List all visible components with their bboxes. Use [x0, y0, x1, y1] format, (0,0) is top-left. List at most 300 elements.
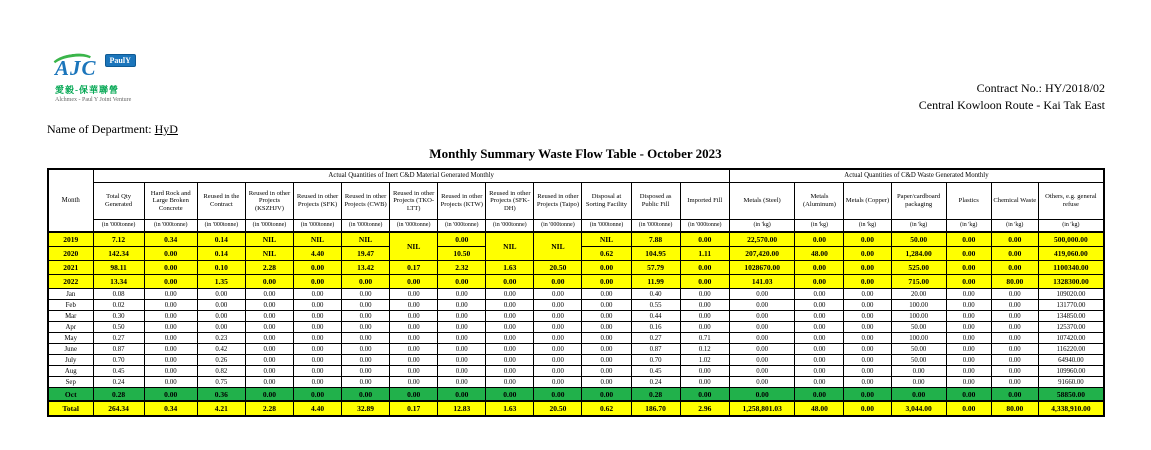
data-cell: 1028670.00 — [729, 261, 794, 275]
row-label: 2022 — [48, 275, 93, 289]
data-cell: 0.00 — [197, 289, 245, 300]
column-unit: (in '000tonne) — [197, 220, 245, 233]
data-cell: 0.00 — [144, 355, 197, 366]
data-cell: 0.71 — [680, 333, 729, 344]
data-cell: 0.00 — [438, 344, 486, 355]
page-title: Monthly Summary Waste Flow Table - October 2023 — [429, 146, 722, 161]
data-cell: 0.00 — [144, 366, 197, 377]
row-label: 2020 — [48, 247, 93, 261]
column-unit: (in '000tonne) — [486, 220, 534, 233]
data-cell: 4.21 — [197, 401, 245, 416]
data-cell: 0.00 — [144, 300, 197, 311]
data-cell: 500,000.00 — [1038, 232, 1104, 247]
data-cell: 0.10 — [197, 261, 245, 275]
column-header: Metals (Steel) — [729, 183, 794, 220]
column-unit: (in 'kg) — [1038, 220, 1104, 233]
data-cell: 50.00 — [891, 232, 946, 247]
group-header-inert: Actual Quantities of Inert C&D Material Generated Monthly — [93, 169, 729, 183]
column-unit: (in '000tonne) — [582, 220, 631, 233]
company-logo — [55, 56, 175, 103]
data-cell: 0.00 — [795, 355, 844, 366]
data-cell: 0.00 — [582, 333, 631, 344]
data-cell: 0.00 — [946, 261, 991, 275]
data-cell: 0.00 — [582, 366, 631, 377]
department-label: Name of Department: — [47, 122, 152, 136]
data-cell: 0.00 — [680, 275, 729, 289]
data-cell: 80.00 — [991, 275, 1038, 289]
data-cell: 0.27 — [631, 333, 680, 344]
data-cell: 0.00 — [486, 388, 534, 402]
data-cell: 0.00 — [342, 377, 390, 388]
data-cell: 2.96 — [680, 401, 729, 416]
data-cell: 2.28 — [245, 401, 293, 416]
data-cell: 0.00 — [486, 322, 534, 333]
data-cell: 0.00 — [680, 232, 729, 247]
data-cell: 0.00 — [144, 344, 197, 355]
data-cell: 0.00 — [245, 300, 293, 311]
data-cell: 0.00 — [729, 344, 794, 355]
column-unit: (in '000tonne) — [245, 220, 293, 233]
data-cell: 10.50 — [438, 247, 486, 261]
data-cell: 2.28 — [245, 261, 293, 275]
data-cell: 0.00 — [946, 247, 991, 261]
data-cell: 0.28 — [93, 388, 144, 402]
column-header: Others, e.g. general refuse — [1038, 183, 1104, 220]
row-label: June — [48, 344, 93, 355]
data-cell: 0.00 — [795, 377, 844, 388]
data-cell: 0.00 — [582, 289, 631, 300]
data-cell: 2.32 — [438, 261, 486, 275]
data-cell: 0.00 — [438, 300, 486, 311]
data-cell: 0.00 — [438, 355, 486, 366]
data-cell: 0.00 — [582, 388, 631, 402]
table-row — [48, 388, 1104, 402]
column-unit: (in 'kg) — [991, 220, 1038, 233]
data-cell: 0.00 — [293, 261, 341, 275]
row-label: Feb — [48, 300, 93, 311]
data-cell: 0.00 — [144, 333, 197, 344]
data-cell: 0.87 — [631, 344, 680, 355]
data-cell: 0.00 — [144, 322, 197, 333]
data-cell: 0.00 — [946, 322, 991, 333]
data-cell: 0.00 — [680, 377, 729, 388]
table-row — [48, 275, 1104, 289]
data-cell: 20.50 — [534, 261, 582, 275]
data-cell: 0.02 — [93, 300, 144, 311]
data-cell: 0.00 — [795, 300, 844, 311]
data-cell: 0.00 — [844, 289, 891, 300]
data-cell: 1.02 — [680, 355, 729, 366]
data-cell: 0.00 — [534, 366, 582, 377]
data-cell: 0.00 — [486, 355, 534, 366]
data-cell: 0.00 — [946, 401, 991, 416]
data-cell: 0.00 — [293, 333, 341, 344]
data-cell: 0.24 — [93, 377, 144, 388]
data-cell: 0.00 — [342, 388, 390, 402]
data-cell: 0.00 — [729, 388, 794, 402]
data-cell: 0.14 — [197, 247, 245, 261]
data-cell: NIL — [293, 232, 341, 247]
row-label: Jan — [48, 289, 93, 300]
column-header: Paper/cardboard packaging — [891, 183, 946, 220]
column-header: Reused in other Projects (Taipo) — [534, 183, 582, 220]
data-cell: 0.00 — [534, 289, 582, 300]
data-cell: 0.00 — [844, 366, 891, 377]
data-cell: 0.00 — [795, 333, 844, 344]
data-cell: 0.00 — [486, 366, 534, 377]
data-cell: 0.00 — [795, 344, 844, 355]
data-cell: 0.00 — [534, 311, 582, 322]
data-cell: 0.08 — [93, 289, 144, 300]
data-cell: 0.00 — [293, 311, 341, 322]
data-cell: 0.00 — [582, 344, 631, 355]
data-cell: 0.00 — [844, 232, 891, 247]
data-cell: 0.00 — [844, 344, 891, 355]
group-header-waste: Actual Quantities of C&D Waste Generated Monthly — [729, 169, 1104, 183]
data-cell: 0.00 — [534, 275, 582, 289]
data-cell: NIL — [390, 232, 438, 261]
data-cell: 0.00 — [991, 355, 1038, 366]
column-header: Plastics — [946, 183, 991, 220]
table-row — [48, 333, 1104, 344]
row-label: Mar — [48, 311, 93, 322]
data-cell: 0.00 — [390, 322, 438, 333]
data-cell: NIL — [342, 232, 390, 247]
column-header: Metals (Copper) — [844, 183, 891, 220]
column-unit: (in '000tonne) — [438, 220, 486, 233]
data-cell: 0.00 — [844, 322, 891, 333]
data-cell: 0.00 — [438, 333, 486, 344]
data-cell: 0.00 — [946, 344, 991, 355]
data-cell: NIL — [534, 232, 582, 261]
row-label: Total — [48, 401, 93, 416]
department-value: HyD — [154, 122, 178, 136]
data-cell: 0.00 — [293, 388, 341, 402]
data-cell: 0.00 — [197, 300, 245, 311]
data-cell: 0.00 — [245, 366, 293, 377]
data-cell: 0.00 — [729, 322, 794, 333]
table-row — [48, 322, 1104, 333]
data-cell: 0.45 — [631, 366, 680, 377]
data-cell: 186.70 — [631, 401, 680, 416]
data-cell: 0.00 — [946, 232, 991, 247]
data-cell: 3,044.00 — [891, 401, 946, 416]
data-cell: 0.00 — [438, 232, 486, 247]
table-row — [48, 289, 1104, 300]
column-unit: (in '000tonne) — [680, 220, 729, 233]
data-cell: 0.00 — [293, 289, 341, 300]
data-cell: 4,338,910.00 — [1038, 401, 1104, 416]
data-cell: 0.50 — [93, 322, 144, 333]
data-cell: 1.63 — [486, 261, 534, 275]
data-cell: 0.00 — [680, 261, 729, 275]
data-cell: 0.00 — [293, 355, 341, 366]
data-cell: 0.00 — [438, 322, 486, 333]
data-cell: 109960.00 — [1038, 366, 1104, 377]
data-cell: 107420.00 — [1038, 333, 1104, 344]
data-cell: 0.00 — [342, 333, 390, 344]
data-cell: 0.00 — [390, 300, 438, 311]
data-cell: 0.00 — [245, 311, 293, 322]
data-cell: 11.99 — [631, 275, 680, 289]
data-cell: 0.00 — [795, 261, 844, 275]
data-cell: 0.75 — [197, 377, 245, 388]
data-cell: 141.03 — [729, 275, 794, 289]
data-cell: 57.79 — [631, 261, 680, 275]
data-cell: 0.00 — [891, 388, 946, 402]
data-cell: 22,570.00 — [729, 232, 794, 247]
data-cell: 0.00 — [342, 311, 390, 322]
contract-info — [919, 80, 1105, 115]
data-cell: 0.00 — [991, 300, 1038, 311]
data-cell: 0.00 — [534, 300, 582, 311]
data-cell: 0.00 — [729, 355, 794, 366]
data-cell: 0.00 — [534, 388, 582, 402]
data-cell: 134850.00 — [1038, 311, 1104, 322]
data-cell: 0.17 — [390, 261, 438, 275]
data-cell: 0.34 — [144, 232, 197, 247]
data-cell: 0.00 — [582, 355, 631, 366]
data-cell: 0.00 — [991, 333, 1038, 344]
data-cell: 715.00 — [891, 275, 946, 289]
data-cell: 0.00 — [144, 261, 197, 275]
data-cell: 0.00 — [729, 300, 794, 311]
data-cell: 0.00 — [390, 377, 438, 388]
logo-chinese-name: 愛毅-保華聯營 — [55, 85, 119, 95]
data-cell: 91660.00 — [1038, 377, 1104, 388]
table-row — [48, 300, 1104, 311]
data-cell: 0.00 — [729, 333, 794, 344]
data-cell: 0.62 — [582, 247, 631, 261]
row-label: July — [48, 355, 93, 366]
data-cell: 0.00 — [342, 322, 390, 333]
data-cell: 0.00 — [293, 366, 341, 377]
data-cell: 0.00 — [245, 344, 293, 355]
data-cell: 13.42 — [342, 261, 390, 275]
data-cell: 0.16 — [631, 322, 680, 333]
data-cell: 0.00 — [342, 300, 390, 311]
data-cell: 0.00 — [144, 289, 197, 300]
data-cell: 0.00 — [245, 275, 293, 289]
data-cell: 0.00 — [486, 275, 534, 289]
column-unit: (in '000tonne) — [342, 220, 390, 233]
data-cell: 1.35 — [197, 275, 245, 289]
contract-project: Central Kowloon Route - Kai Tak East — [918, 98, 1105, 113]
column-unit: (in 'kg) — [844, 220, 891, 233]
data-cell: 0.00 — [486, 377, 534, 388]
data-cell: 0.00 — [844, 300, 891, 311]
data-cell: 0.00 — [582, 261, 631, 275]
table-row — [48, 401, 1104, 416]
data-cell: 0.87 — [93, 344, 144, 355]
row-label: May — [48, 333, 93, 344]
column-header: Reused in other Projects (KTW) — [438, 183, 486, 220]
data-cell: 0.00 — [795, 388, 844, 402]
data-cell: 48.00 — [795, 247, 844, 261]
data-cell: 0.00 — [390, 333, 438, 344]
table-row — [48, 311, 1104, 322]
data-cell: 0.00 — [946, 311, 991, 322]
data-cell: 0.00 — [486, 300, 534, 311]
data-cell: 0.00 — [844, 261, 891, 275]
data-cell: 0.00 — [991, 388, 1038, 402]
data-cell: 0.00 — [197, 322, 245, 333]
column-unit: (in 'kg) — [946, 220, 991, 233]
data-cell: 0.00 — [795, 232, 844, 247]
data-cell: 13.34 — [93, 275, 144, 289]
data-cell: 0.00 — [844, 247, 891, 261]
data-cell: 20.00 — [891, 289, 946, 300]
data-cell: 0.44 — [631, 311, 680, 322]
data-cell: 20.50 — [534, 401, 582, 416]
data-cell: 0.00 — [680, 311, 729, 322]
data-cell: 0.00 — [197, 311, 245, 322]
data-cell: 0.00 — [946, 333, 991, 344]
column-unit: (in '000tonne) — [144, 220, 197, 233]
data-cell: 1,258,801.03 — [729, 401, 794, 416]
data-cell: 100.00 — [891, 333, 946, 344]
data-cell: 207,420.00 — [729, 247, 794, 261]
column-unit: (in '000tonne) — [293, 220, 341, 233]
data-cell: 0.82 — [197, 366, 245, 377]
data-cell: 0.00 — [438, 377, 486, 388]
data-cell: 0.00 — [390, 355, 438, 366]
data-cell: 0.00 — [946, 388, 991, 402]
data-cell: 0.00 — [342, 355, 390, 366]
data-cell: 0.00 — [390, 366, 438, 377]
data-cell: 0.00 — [844, 355, 891, 366]
table-row — [48, 366, 1104, 377]
data-cell: 1.11 — [680, 247, 729, 261]
data-cell: 0.00 — [680, 289, 729, 300]
column-unit: (in 'kg) — [729, 220, 794, 233]
column-header: Metals (Aluminum) — [795, 183, 844, 220]
data-cell: 80.00 — [991, 401, 1038, 416]
data-cell: 0.00 — [844, 311, 891, 322]
waste-flow-table — [47, 168, 1105, 417]
data-cell: NIL — [245, 247, 293, 261]
data-cell: 0.00 — [486, 289, 534, 300]
data-cell: 0.28 — [631, 388, 680, 402]
data-cell: 32.89 — [342, 401, 390, 416]
data-cell: 0.00 — [342, 344, 390, 355]
data-cell: 0.00 — [844, 388, 891, 402]
data-cell: 0.00 — [946, 366, 991, 377]
data-cell: 48.00 — [795, 401, 844, 416]
column-header: Reused in other Projects (KSZHJV) — [245, 183, 293, 220]
data-cell: 0.00 — [991, 366, 1038, 377]
table-row — [48, 232, 1104, 247]
data-cell: 116220.00 — [1038, 344, 1104, 355]
data-cell: 7.12 — [93, 232, 144, 247]
column-header: Reused in other Projects (TKO-LTT) — [390, 183, 438, 220]
data-cell: 98.11 — [93, 261, 144, 275]
data-cell: 0.00 — [680, 322, 729, 333]
data-cell: 104.95 — [631, 247, 680, 261]
data-cell: 0.00 — [844, 377, 891, 388]
data-cell: 0.00 — [245, 289, 293, 300]
data-cell: 19.47 — [342, 247, 390, 261]
data-cell: 0.00 — [582, 377, 631, 388]
table-container — [47, 168, 1105, 417]
data-cell: 0.00 — [582, 322, 631, 333]
data-cell: 50.00 — [891, 344, 946, 355]
data-cell: 100.00 — [891, 311, 946, 322]
data-cell: 0.00 — [991, 344, 1038, 355]
data-cell: NIL — [245, 232, 293, 247]
data-cell: 0.00 — [438, 366, 486, 377]
data-cell: 0.62 — [582, 401, 631, 416]
data-cell: 0.00 — [534, 322, 582, 333]
data-cell: 0.00 — [438, 311, 486, 322]
data-cell: 0.00 — [144, 247, 197, 261]
data-cell: 0.00 — [438, 275, 486, 289]
column-header: Hard Rock and Large Broken Concrete — [144, 183, 197, 220]
data-cell: 0.00 — [534, 344, 582, 355]
pauly-badge: PaulY — [105, 54, 136, 67]
data-cell: 0.70 — [93, 355, 144, 366]
data-cell: 0.00 — [680, 300, 729, 311]
row-label: 2019 — [48, 232, 93, 247]
data-cell: 58850.00 — [1038, 388, 1104, 402]
data-cell: 0.00 — [844, 275, 891, 289]
data-cell: 0.42 — [197, 344, 245, 355]
data-cell: 0.00 — [390, 275, 438, 289]
data-cell: 0.00 — [680, 388, 729, 402]
data-cell: 0.45 — [93, 366, 144, 377]
data-cell: 100.00 — [891, 300, 946, 311]
data-cell: 0.00 — [144, 377, 197, 388]
data-cell: 0.00 — [438, 388, 486, 402]
column-unit: (in '000tonne) — [534, 220, 582, 233]
column-header: Chemical Waste — [991, 183, 1038, 220]
data-cell: 0.27 — [93, 333, 144, 344]
data-cell: 0.00 — [582, 275, 631, 289]
data-cell: 0.24 — [631, 377, 680, 388]
data-cell: 0.00 — [680, 366, 729, 377]
data-cell: 0.00 — [486, 333, 534, 344]
data-cell: 1,284.00 — [891, 247, 946, 261]
column-unit: (in '000tonne) — [390, 220, 438, 233]
row-label: Sep — [48, 377, 93, 388]
table-row — [48, 355, 1104, 366]
data-cell: 0.70 — [631, 355, 680, 366]
data-cell: 0.00 — [991, 311, 1038, 322]
data-cell: 0.00 — [342, 275, 390, 289]
data-cell: 0.00 — [795, 366, 844, 377]
row-label: Oct — [48, 388, 93, 402]
data-cell: 0.00 — [991, 261, 1038, 275]
data-cell: 0.00 — [144, 275, 197, 289]
department-line — [47, 122, 178, 137]
data-cell: 0.00 — [844, 401, 891, 416]
data-cell: 0.00 — [795, 311, 844, 322]
column-unit: (in 'kg) — [795, 220, 844, 233]
table-row — [48, 344, 1104, 355]
data-cell: 0.00 — [729, 366, 794, 377]
data-cell: 0.00 — [582, 300, 631, 311]
data-cell: 1100340.00 — [1038, 261, 1104, 275]
data-cell: 0.00 — [245, 388, 293, 402]
column-unit: (in '000tonne) — [631, 220, 680, 233]
data-cell: 0.00 — [390, 344, 438, 355]
column-header: Reused in other Projects (SFK-DH) — [486, 183, 534, 220]
column-header: Reused in other Projects (SFK) — [293, 183, 341, 220]
data-cell: 0.00 — [486, 344, 534, 355]
data-cell: 0.00 — [891, 366, 946, 377]
logo-english-name: Alchmex - Paul Y Joint Venture — [55, 97, 132, 103]
column-header: Reused in the Contract — [197, 183, 245, 220]
